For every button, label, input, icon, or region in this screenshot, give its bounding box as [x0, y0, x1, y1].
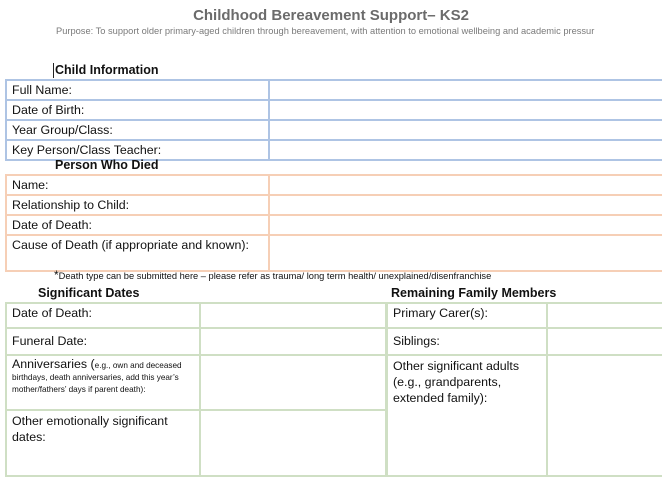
document-title: Childhood Bereavement Support– KS2 — [193, 7, 469, 24]
other-dates-field[interactable] — [200, 410, 386, 476]
family-label-siblings — [387, 328, 547, 355]
table-row — [6, 215, 662, 235]
funeral-date-label: Funeral Date: — [12, 334, 88, 348]
relationship-field[interactable] — [269, 195, 662, 215]
field-label-relationship: Relationship to Child: — [6, 195, 269, 215]
family-label-primary-carers: Primary Carer(s): — [387, 303, 547, 328]
date-of-birth-field[interactable] — [269, 100, 662, 120]
family-label-other-adults: Other significant adults (e.g., grandparents, extended family): — [387, 355, 547, 476]
date-of-death-field[interactable] — [269, 215, 662, 235]
table-row — [6, 235, 662, 271]
note-asterisk: * — [54, 268, 59, 282]
siblings-field[interactable] — [547, 328, 662, 355]
field-label-date-of-death: Date of Death: — [6, 215, 269, 235]
sig-date-of-death-field[interactable] — [200, 303, 386, 328]
table-row — [387, 303, 662, 328]
sig-label-funeral-date — [6, 328, 200, 355]
table-row — [6, 355, 386, 410]
anniversaries-label: Anniversaries ( — [12, 357, 95, 371]
child-information-table — [5, 79, 662, 161]
table-row — [6, 140, 662, 160]
sig-label-anniversaries — [6, 355, 200, 410]
siblings-label: Siblings: — [393, 334, 440, 348]
table-row — [387, 355, 662, 476]
table-row — [6, 410, 386, 476]
year-group-field[interactable] — [269, 120, 662, 140]
field-label-year-group: Year Group/Class: — [6, 120, 269, 140]
other-adults-field[interactable] — [547, 355, 662, 476]
remaining-family-heading: Remaining Family Members — [391, 286, 557, 300]
field-label-full-name: Full Name: — [6, 80, 269, 100]
sig-label-other-dates: Other emotionally significant dates: — [6, 410, 200, 476]
field-label-date-of-birth: Date of Birth: — [6, 100, 269, 120]
anniversaries-detail: e.g., own and deceased birthdays, death anniversaries, add this year’s mother/fathers’ days if parent death): — [12, 361, 182, 394]
table-row — [6, 195, 662, 215]
field-label-cause-of-death: Cause of Death (if appropriate and known): — [6, 235, 269, 271]
sig-label-date-of-death: Date of Death: — [6, 303, 200, 328]
table-row — [387, 328, 662, 355]
table-row — [6, 120, 662, 140]
table-row — [6, 100, 662, 120]
table-row — [6, 328, 386, 355]
person-who-died-heading: Person Who Died — [55, 158, 159, 172]
significant-dates-heading: Significant Dates — [38, 286, 140, 300]
table-row — [6, 303, 386, 328]
field-label-key-person: Key Person/Class Teacher: — [6, 140, 269, 160]
anniversaries-field[interactable] — [200, 355, 386, 410]
table-row — [6, 80, 662, 100]
cause-of-death-field[interactable] — [269, 235, 662, 271]
full-name-field[interactable] — [269, 80, 662, 100]
funeral-date-field[interactable] — [200, 328, 386, 355]
remaining-family-table — [386, 302, 662, 477]
text-cursor — [53, 63, 54, 78]
primary-carers-field[interactable] — [547, 303, 662, 328]
table-row — [6, 175, 662, 195]
note-text: Death type can be submitted here – please refer as trauma/ long term health/ unexplained/disenfranchise — [58, 271, 492, 281]
significant-dates-table — [5, 302, 387, 477]
death-type-note — [54, 268, 491, 282]
field-label-name: Name: — [6, 175, 269, 195]
key-person-field[interactable] — [269, 140, 662, 160]
child-information-heading: Child Information — [55, 63, 159, 77]
purpose-text: Purpose: To support older primary-aged children through bereavement, with attention to emotional wellbeing and academic pressur — [56, 26, 595, 36]
person-who-died-table — [5, 174, 662, 272]
deceased-name-field[interactable] — [269, 175, 662, 195]
